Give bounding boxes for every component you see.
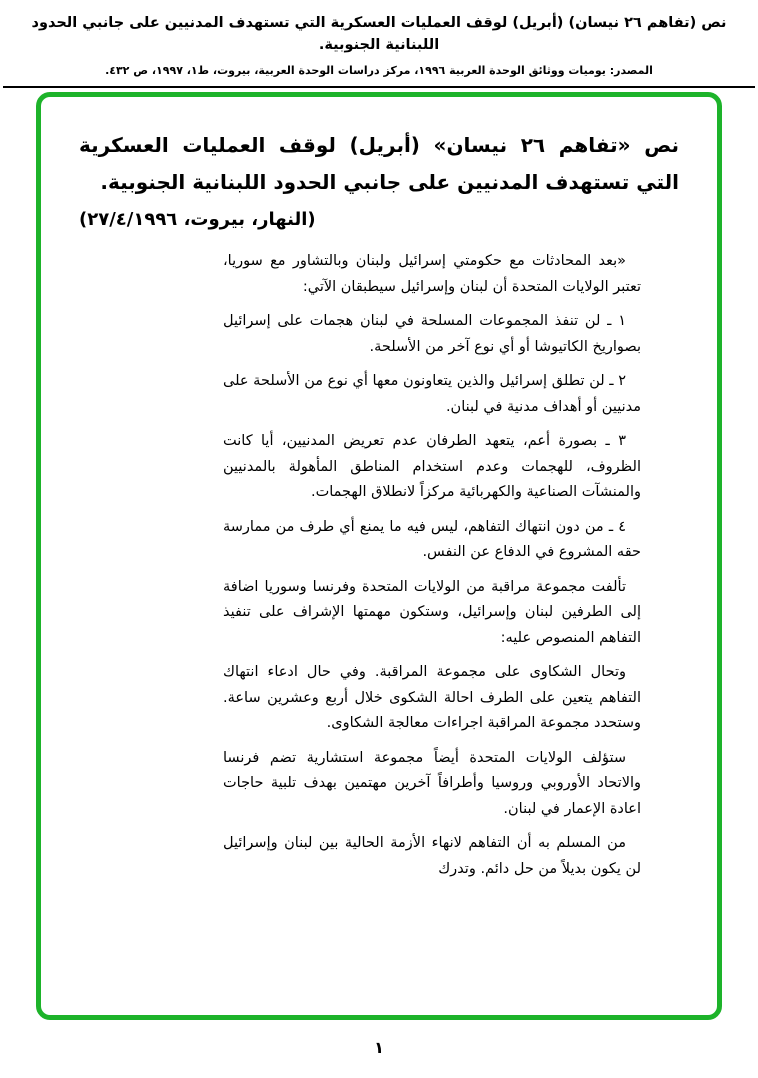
caption-source: المصدر: يوميات ووثائق الوحدة العربية ١٩٩٦، مركز دراسات الوحدة العربية، بيروت، ط١، ١٩٩٧، ص ٤٣٢. [105,63,653,77]
document-content [41,97,717,882]
paragraph-item-2: ٢ ـ لن تطلق إسرائيل والذين يتعاونون معها أي نوع من الأسلحة على مدنيين أو أهداف مدنية في لبنان. [223,373,641,415]
paragraph-item-1: ١ ـ لن تنفذ المجموعات المسلحة في لبنان هجمات على إسرائيل بصواريخ الكاتيوشا أو أي نوع آخر من الأسلحة. [223,313,641,355]
paragraph-item-3: ٣ ـ بصورة أعم، يتعهد الطرفان عدم تعريض المدنيين، أيا كانت الظروف، للهجمات وعدم استخدام المناطق المأهولة بالمدنيين والمنشآت الصناعية والكهربائية مركزاً لانطلاق الهجمات. [223,433,641,500]
paragraph-closing: من المسلم به أن التفاهم لانهاء الأزمة الحالية بين لبنان وإسرائيل لن يكون بديلاً من حل دائم. وتدرك [223,835,641,877]
page-number: ١ [374,1038,384,1057]
paragraph-item-4: ٤ ـ من دون انتهاك التفاهم، ليس فيه ما يمنع أي طرف من ممارسة حقه المشروع في الدفاع عن النفس. [223,518,641,560]
paragraph-intro: «بعد المحادثات مع حكومتي إسرائيل ولبنان وبالتشاور مع سوريا، تعتبر الولايات المتحدة أن لبنان وإسرائيل سيطبقان الآتي: [223,253,641,295]
paragraph-monitoring-group: تألفت مجموعة مراقبة من الولايات المتحدة وفرنسا وسوريا اضافة إلى الطرفين لبنان وإسرائيل، وستكون مهمتها الإشراف على تنفيذ التفاهم المنصوص عليه: [223,578,641,646]
document-body [79,249,679,882]
document-date-source: (النهار، بيروت، ٢٧/٤/١٩٩٦) [79,209,316,230]
paragraph-complaints: وتحال الشكاوى على مجموعة المراقبة. وفي حال ادعاء انتهاك التفاهم يتعين على الطرف احالة الشكوى خلال أربع وعشرين ساعة. وستحدد مجموعة المراقبة اجراءات معالجة الشكاوى. [223,664,641,731]
caption-header [0,0,758,77]
document-title: نص «تفاهم ٢٦ نيسان» (أبريل) لوقف العمليات العسكرية التي تستهدف المدنيين على جانبي الحدود اللبنانية الجنوبية. [79,133,680,194]
caption-title: نص (تفاهم ٢٦ نيسان) (أبريل) لوقف العمليات العسكرية التي تستهدف المدنيين على جانبي الحدود اللبنانية الجنوبية. [31,15,727,53]
header-divider [3,86,755,88]
document-frame [36,92,722,1020]
paragraph-consultative-group: ستؤلف الولايات المتحدة أيضاً مجموعة استشارية تضم فرنسا والاتحاد الأوروبي وروسيا وأطرافاً آخرين مهتمين بهدف تلبية حاجات اعادة الإعمار في لبنان. [223,749,641,817]
